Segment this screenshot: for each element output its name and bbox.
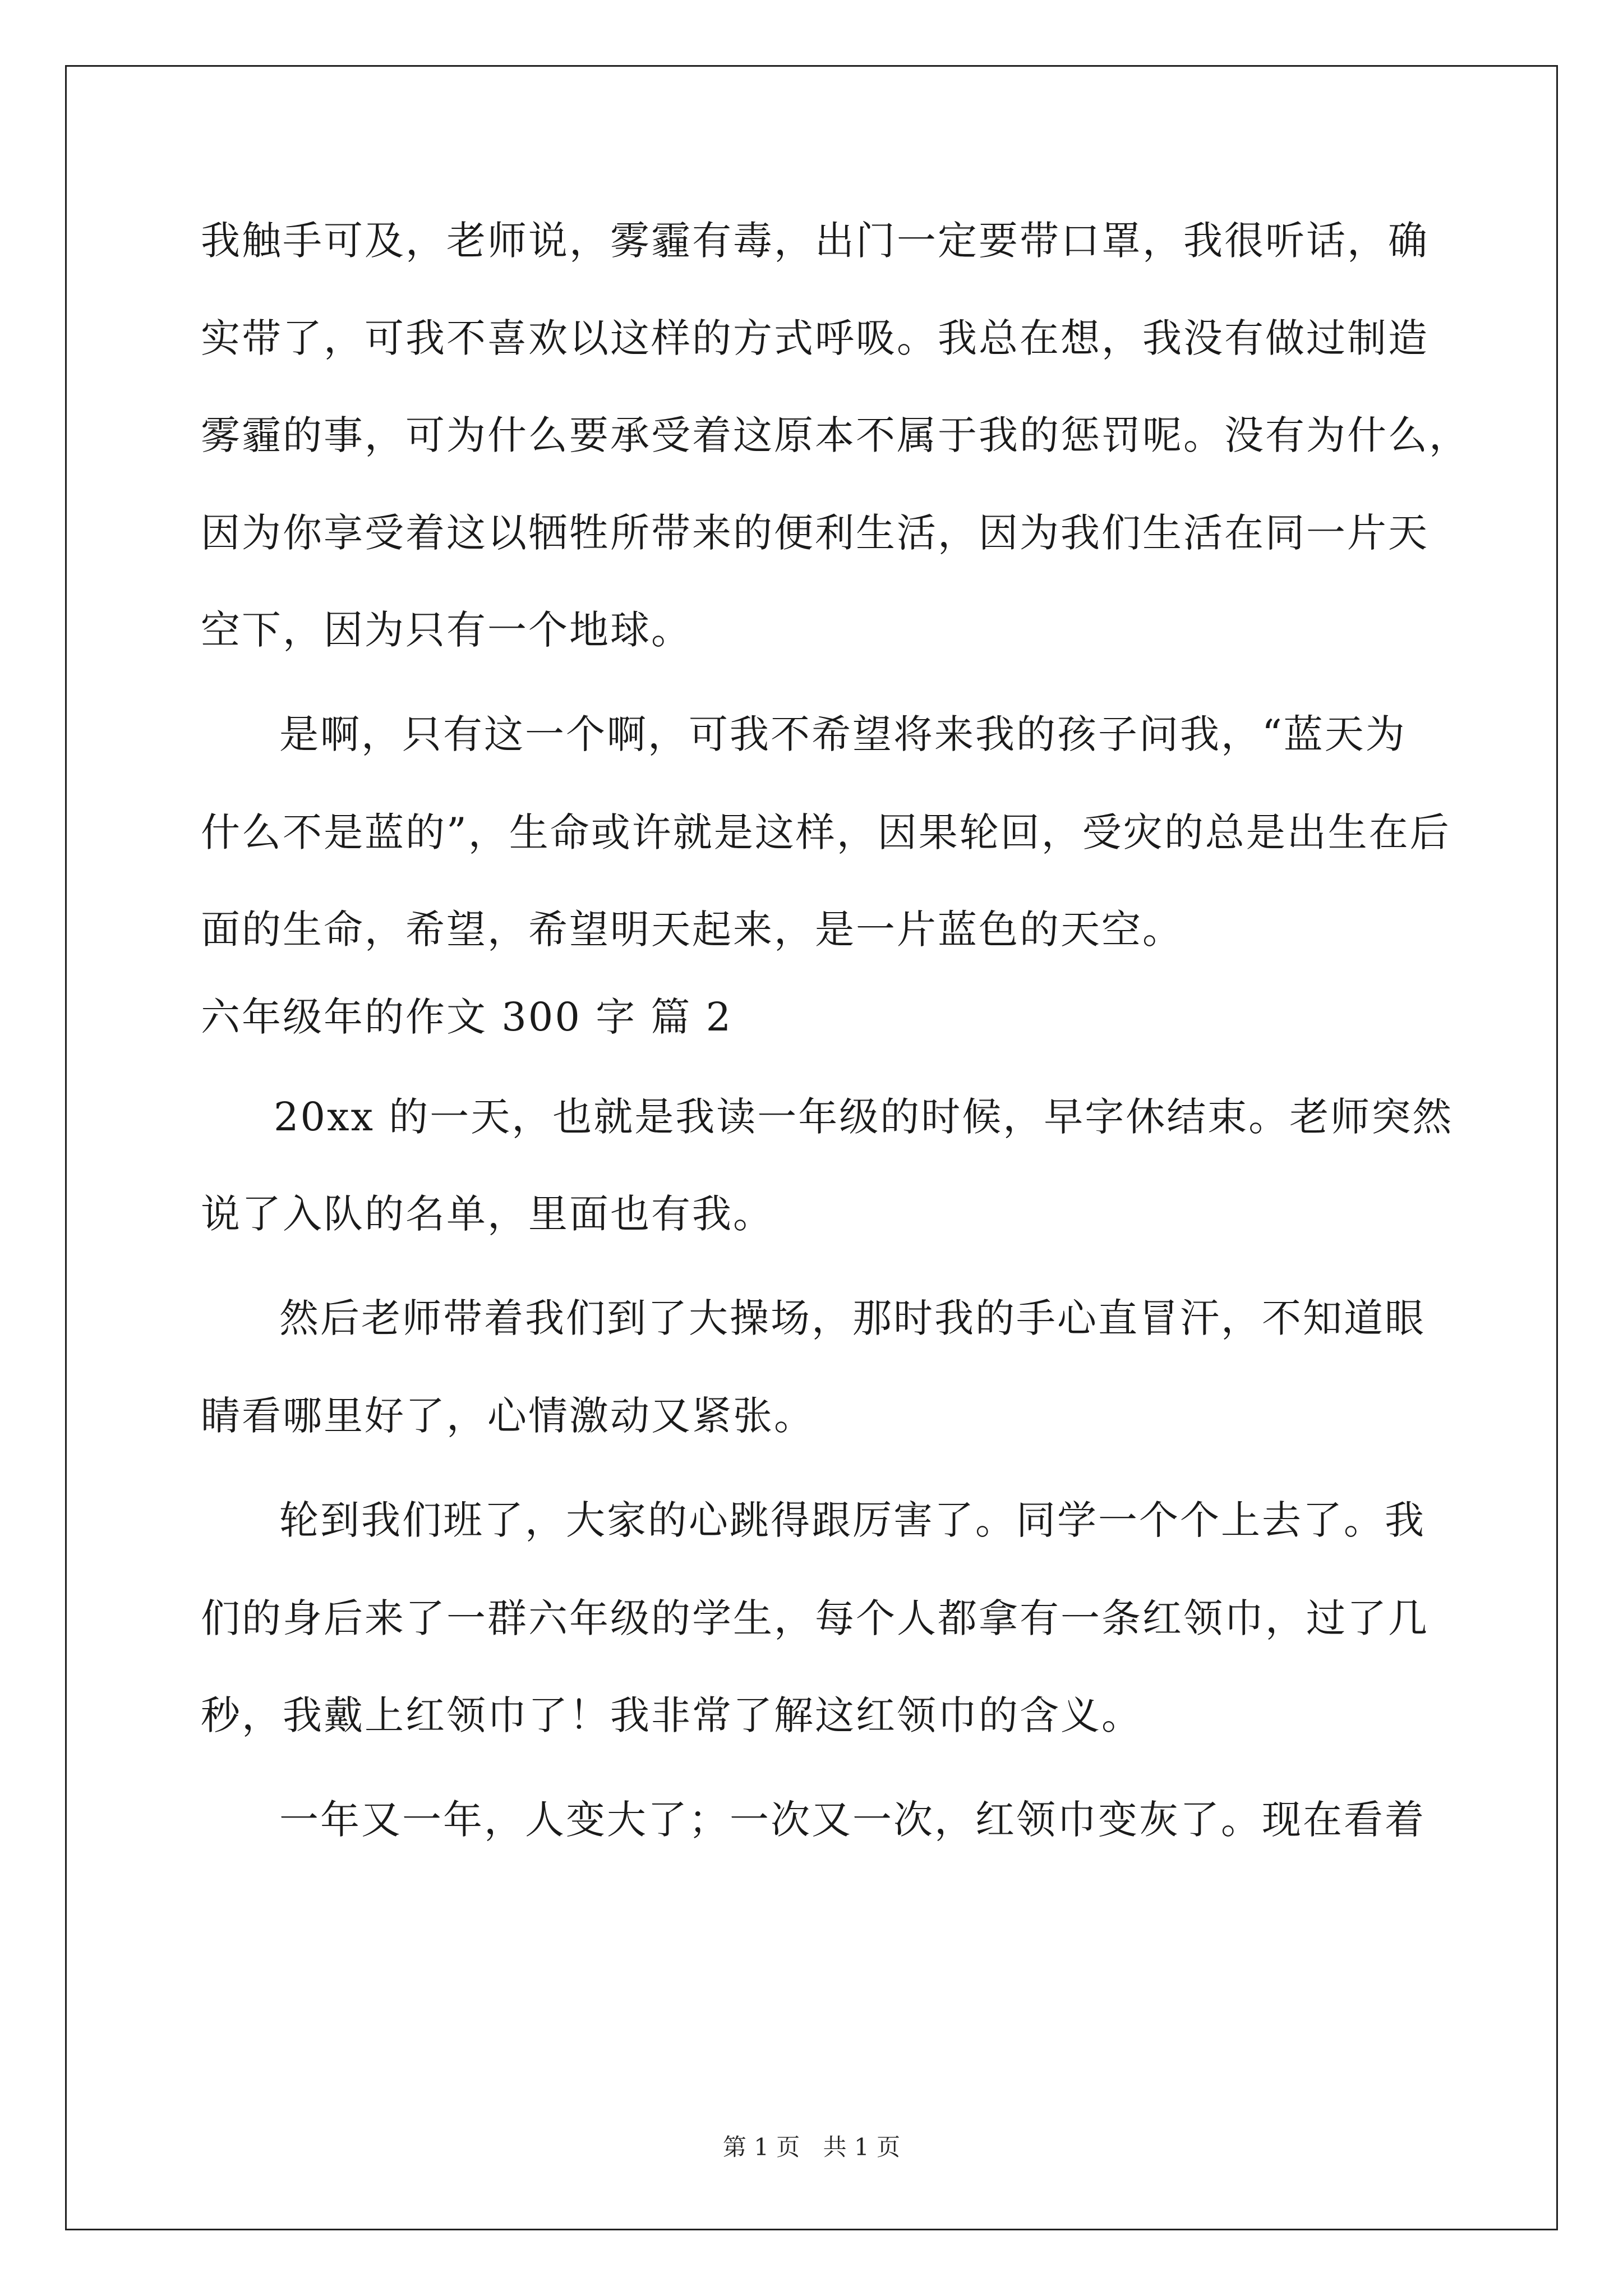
paragraph-line: 是啊，只有这一个啊，可我不希望将来我的孩子问我，“蓝天为 xyxy=(279,711,1407,757)
paragraph-line: 因为你享受着这以牺牲所带来的便利生活，因为我们生活在同一片天 xyxy=(201,510,1429,556)
paragraph-line: 睛看哪里好了，心情激动又紧张。 xyxy=(201,1393,815,1439)
page-border xyxy=(65,65,1558,2230)
paragraph-line: 我触手可及，老师说，雾霾有毒，出门一定要带口罩，我很听话，确 xyxy=(201,218,1429,264)
page-number: 第 1 页 xyxy=(722,2133,800,2161)
paragraph-line: 说了入队的名单，里面也有我。 xyxy=(201,1191,774,1237)
paragraph-line: 们的身后来了一群六年级的学生，每个人都拿有一条红领巾，过了几 xyxy=(201,1595,1429,1641)
paragraph-line: 雾霾的事，可为什么要承受着这原本不属于我的惩罚呢。没有为什么， xyxy=(201,412,1470,458)
paragraph-line: 20xx 的一天，也就是我读一年级的时候，早字休结束。老师突然 xyxy=(274,1094,1454,1140)
page-footer xyxy=(0,2132,1623,2163)
paragraph-line: 一年又一年，人变大了；一次又一次，红领巾变灰了。现在看着 xyxy=(279,1797,1426,1843)
paragraph-line: 然后老师带着我们到了大操场，那时我的手心直冒汗，不知道眼 xyxy=(279,1295,1426,1341)
page-total: 共 1 页 xyxy=(823,2133,901,2161)
paragraph-line: 实带了，可我不喜欢以这样的方式呼吸。我总在想，我没有做过制造 xyxy=(201,315,1429,361)
paragraph-line: 什么不是蓝的”，生命或许就是这样，因果轮回，受灾的总是出生在后 xyxy=(201,809,1451,855)
paragraph-line: 空下，因为只有一个地球。 xyxy=(201,607,692,653)
section-heading: 六年级年的作文 300 字 篇 2 xyxy=(201,994,733,1040)
paragraph-line: 面的生命，希望，希望明天起来，是一片蓝色的天空。 xyxy=(201,907,1183,953)
paragraph-line: 轮到我们班了，大家的心跳得跟厉害了。同学一个个上去了。我 xyxy=(279,1497,1426,1543)
paragraph-line: 秒，我戴上红领巾了！我非常了解这红领巾的含义。 xyxy=(201,1692,1142,1738)
